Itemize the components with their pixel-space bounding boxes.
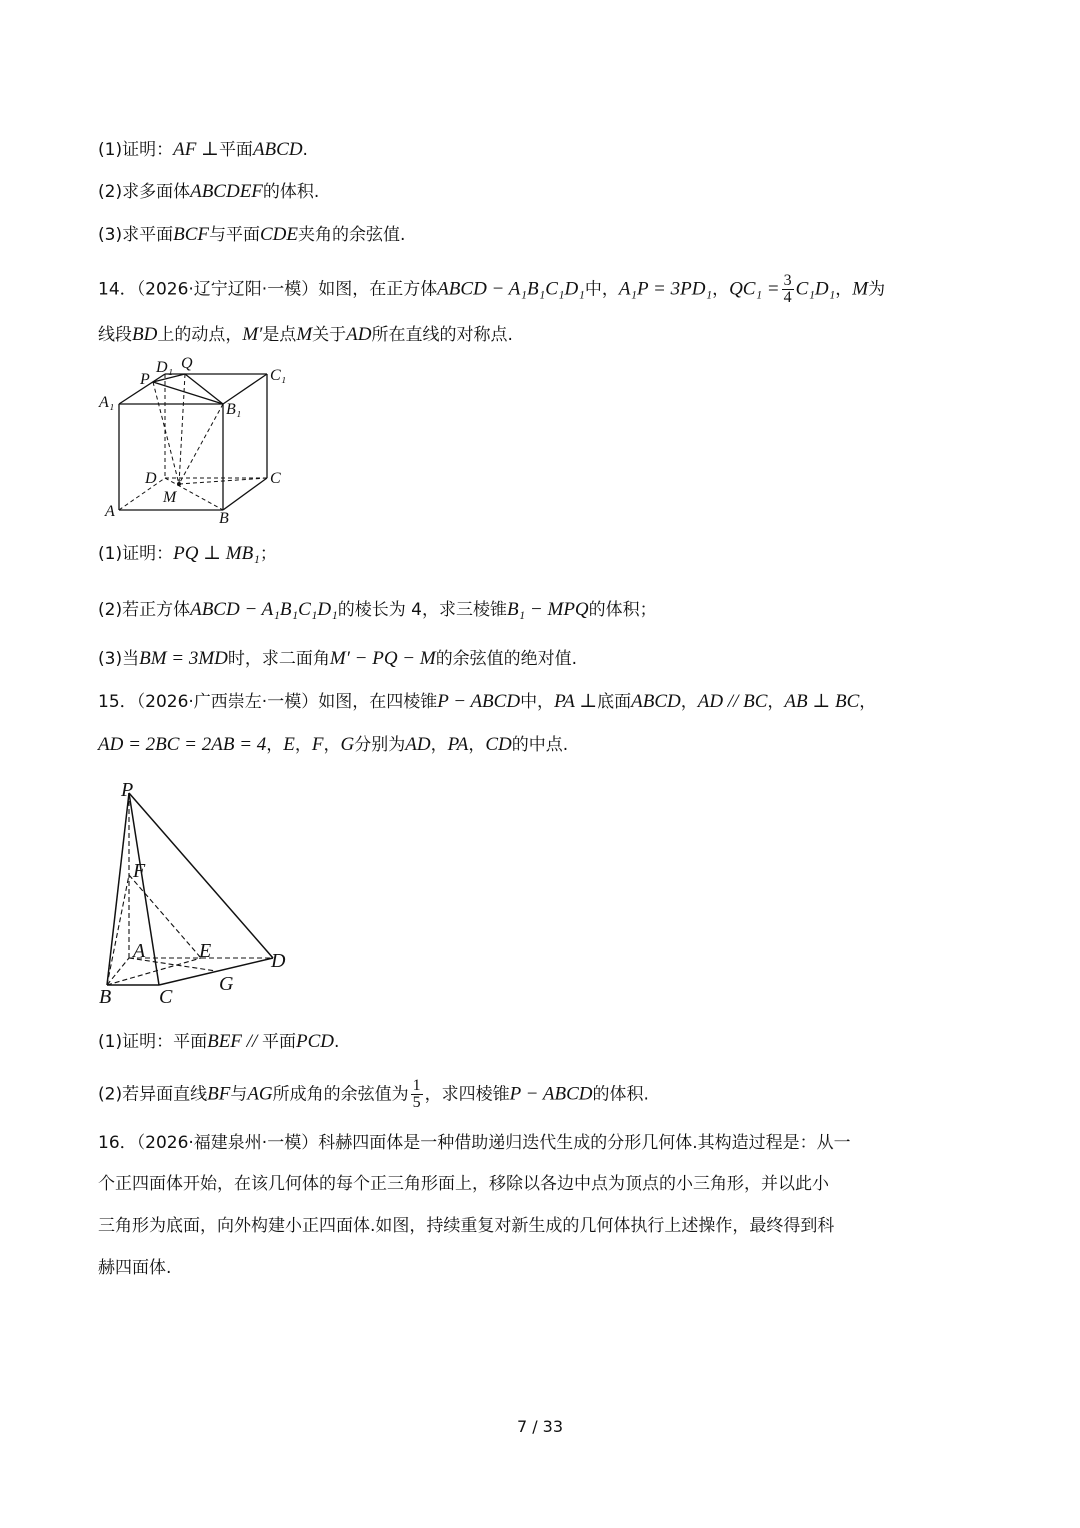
q16-line2: 个正四面体开始，在该几何体的每个正三角形面上，移除以各边中点为顶点的小三角形，并以此小 bbox=[98, 1174, 829, 1194]
label-A1: A₁ bbox=[99, 394, 115, 411]
label-Q: Q bbox=[181, 355, 193, 372]
label-C: C bbox=[270, 470, 281, 487]
label-D1: D₁ bbox=[156, 359, 174, 376]
fraction-1-5: $\frac{1}{5}$ bbox=[412, 1077, 421, 1111]
label-P: P bbox=[121, 779, 134, 801]
label-B: B bbox=[219, 510, 229, 527]
q15-stem-line2: AD = 2BC = 2AB = 4，E，F，G分别为AD，PA，CD的中点. bbox=[98, 734, 569, 755]
label-A: A bbox=[133, 940, 146, 962]
label-E: E bbox=[199, 940, 212, 962]
label-F: F bbox=[133, 860, 146, 882]
q15-part1: (1)证明：平面BEF // 平面PCD. bbox=[98, 1031, 340, 1052]
q13-part3: (3)求平面BCF与平面CDE夹角的余弦值. bbox=[98, 224, 406, 245]
q16-line3: 三角形为底面，向外构建小正四面体.如图，持续重复对新生成的几何体执行上述操作，最终得到科 bbox=[98, 1216, 835, 1236]
cube-figure bbox=[95, 352, 295, 536]
q15-part2: (2)若异面直线BF与AG所成角的余弦值为 $\frac{1}{5}$ ，求四棱锥P − ABCD的体积. bbox=[98, 1077, 649, 1111]
q13-part2: (2)求多面体ABCDEF的体积. bbox=[98, 181, 320, 202]
q14-part2: (2)若正方体ABCD − A₁B₁C₁D₁的棱长为 4，求三棱锥B₁ − MPQ的体积； bbox=[98, 599, 657, 620]
q14-stem-line1: 14．（2026·辽宁辽阳·一模）如图，在正方体ABCD − A₁B₁C₁D₁中，A₁P = 3PD₁，QC₁ = $\frac{3}{4}$ C₁D₁，M为 bbox=[98, 272, 886, 306]
label-B1: B₁ bbox=[226, 401, 242, 418]
q14-stem-line2: 线段BD上的动点，M′是点M关于AD所在直线的对称点. bbox=[98, 324, 513, 345]
label-B: B bbox=[99, 986, 112, 1008]
label-D: D bbox=[271, 950, 286, 972]
q16-line4: 赫四面体. bbox=[98, 1258, 172, 1278]
q13-part1: (1)证明：AF ⊥平面ABCD. bbox=[98, 139, 308, 160]
fraction-3-4: $\frac{3}{4}$ bbox=[783, 272, 792, 306]
label-P: P bbox=[140, 371, 150, 388]
q14-part1: (1)证明：PQ ⊥ MB₁； bbox=[98, 543, 277, 564]
pyramid-figure bbox=[95, 775, 305, 1019]
q16-line1: 16．（2026·福建泉州·一模）科赫四面体是一种借助递归迭代生成的分形几何体.其构造过程是：从一 bbox=[98, 1133, 851, 1153]
q14-part3: (3)当BM = 3MD时，求二面角M′ − PQ − M的余弦值的绝对值. bbox=[98, 648, 578, 669]
label-M: M bbox=[163, 489, 177, 506]
label-A: A bbox=[105, 503, 115, 520]
q15-stem-line1: 15．（2026·广西崇左·一模）如图，在四棱锥P − ABCD中，PA ⊥底面ABCD，AD // BC，AB ⊥ BC， bbox=[98, 691, 877, 712]
label-C1: C₁ bbox=[270, 367, 287, 384]
label-G: G bbox=[219, 973, 234, 995]
page-number: 7 / 33 bbox=[516, 1417, 564, 1436]
label-C: C bbox=[159, 986, 173, 1008]
label-D: D bbox=[145, 470, 157, 487]
